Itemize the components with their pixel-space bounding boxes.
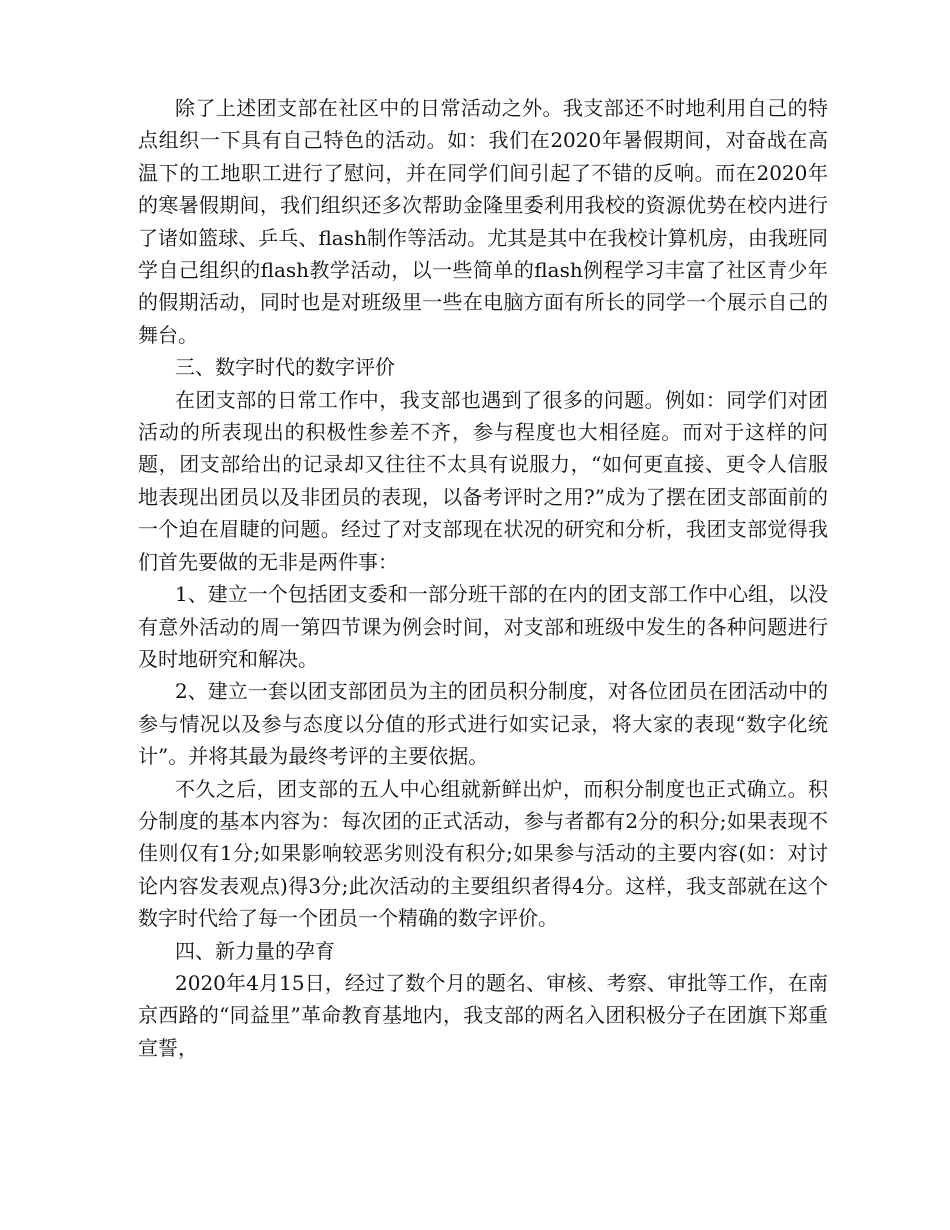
section-heading-digital-evaluation: 三、数字时代的数字评价 (175, 355, 395, 380)
list-item-points-system: 2、建立一套以团支部团员为主的团员积分制度，对各位团员在团活动中的参与情况以及参与态度以分值的形式进行如实记录，将大家的表现“数字化统计”。并将其最为最终考评的主要依据。 (138, 679, 828, 769)
list-item-work-center-group: 1、建立一个包括团支委和一部分班干部的在内的团支部工作中心组，以没有意外活动的周一第四节课为例会时间，对支部和班级中发生的各种问题进行及时地研究和解决。 (138, 582, 828, 671)
paragraph-points-rules: 不久之后，团支部的五人中心组就新鲜出炉，而积分制度也正式确立。积分制度的基本内容为：每次团的正式活动，参与者都有2分的积分;如果表现不佳则仅有1分;如果影响较恶劣则没有积分;如果参与活动的主要内容(如：对讨论内容发表观点)得3分;此次活动的主要组织者得4分。这样，我支部就在这个数字时代给了每一个团员一个精确的数字评价。 (138, 776, 828, 931)
paragraph-community-activities: 除了上述团支部在社区中的日常活动之外。我支部还不时地利用自己的特点组织一下具有自己特色的活动。如：我们在2020年暑假期间，对奋战在高温下的工地职工进行了慰问，并在同学们间引起了不错的反响。而在2020年的寒暑假期间，我们组织还多次帮助金隆里委利用我校的资源优势在校内进行了诸如篮球、乒乓、flash制作等活动。尤其是其中在我校计算机房，由我班同学自己组织的flash教学活动，以一些简单的flash例程学习丰富了社区青少年的假期活动，同时也是对班级里一些在电脑方面有所长的同学一个展示自己的舞台。 (138, 96, 828, 347)
document-page (138, 92, 828, 1064)
paragraph-problems: 在团支部的日常工作中，我支部也遇到了很多的问题。例如：同学们对团活动的所表现出的积极性参差不齐，参与程度也大相径庭。而对于这样的问题，团支部给出的记录却又往往不太具有说服力，“如何更直接、更令人信服地表现出团员以及非团员的表现，以备考评时之用?”成为了摆在团支部面前的一个迫在眉睫的问题。经过了对支部现在状况的研究和分析，我团支部觉得我们首先要做的无非是两件事： (138, 387, 828, 574)
paragraph-oath: 2020年4月15日，经过了数个月的题名、审核、考察、审批等工作，在南京西路的“同益里”革命教育基地内，我支部的两名入团积极分子在团旗下郑重宣誓， (138, 970, 828, 1060)
section-heading-new-strength: 四、新力量的孕育 (175, 938, 335, 963)
